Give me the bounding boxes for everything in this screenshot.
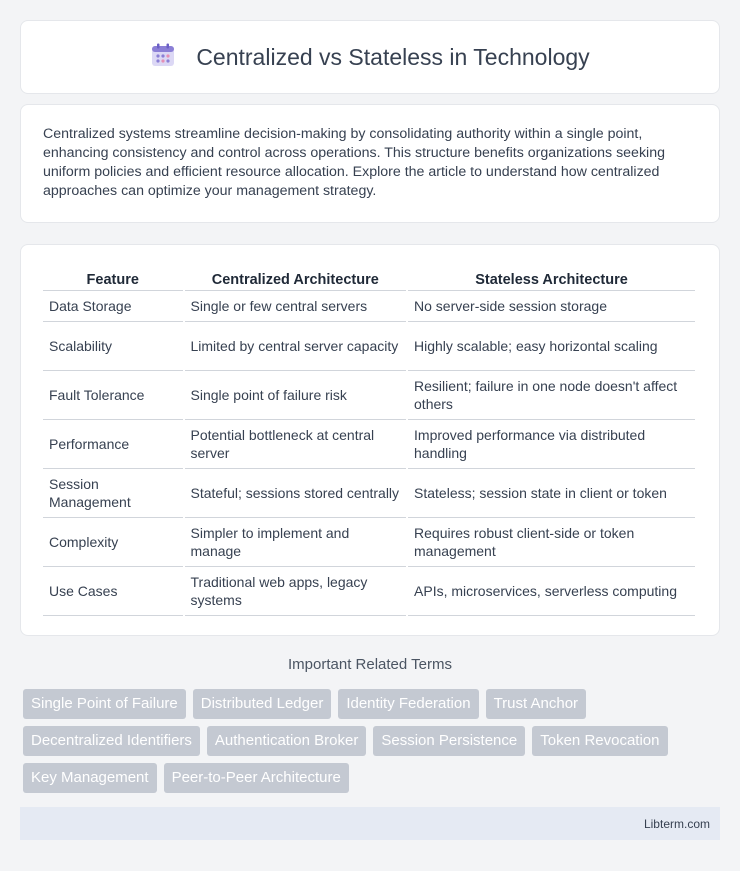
table-cell: Single or few central servers bbox=[185, 291, 407, 322]
table-cell: Data Storage bbox=[43, 291, 183, 322]
related-term-tag[interactable]: Peer-to-Peer Architecture bbox=[164, 763, 349, 793]
related-term-tag[interactable]: Key Management bbox=[23, 763, 157, 793]
table-row bbox=[43, 420, 695, 469]
table-cell: Stateful; sessions stored centrally bbox=[185, 469, 407, 518]
related-term-tag[interactable]: Authentication Broker bbox=[207, 726, 366, 756]
related-term-tag[interactable]: Single Point of Failure bbox=[23, 689, 186, 719]
table-cell: Use Cases bbox=[43, 567, 183, 616]
table-cell: Session Management bbox=[43, 469, 183, 518]
intro-text: Centralized systems streamline decision-making by consolidating authority within a single point, enhancing consistency and control across operations. This structure benefits organizations seeking uniform policies and efficient resource allocation. Explore the article to understand how centralized approaches can optimize your management strategy. bbox=[43, 126, 665, 199]
table-row bbox=[43, 291, 695, 322]
calendar-icon bbox=[150, 42, 176, 73]
table-row bbox=[43, 567, 695, 616]
intro-card bbox=[20, 104, 720, 223]
table-cell: Fault Tolerance bbox=[43, 371, 183, 420]
table-cell: Highly scalable; easy horizontal scaling bbox=[408, 322, 695, 371]
related-term-tag[interactable]: Identity Federation bbox=[338, 689, 478, 719]
header-card bbox=[20, 20, 720, 94]
header-stateless: Stateless Architecture bbox=[408, 265, 695, 291]
related-terms-title: Important Related Terms bbox=[288, 656, 452, 673]
table-row bbox=[43, 322, 695, 371]
table-row bbox=[43, 469, 695, 518]
table-header-row bbox=[43, 265, 695, 291]
table-cell: Limited by central server capacity bbox=[185, 322, 407, 371]
table-cell: Stateless; session state in client or token bbox=[408, 469, 695, 518]
comparison-table bbox=[41, 265, 697, 616]
related-term-tag[interactable]: Token Revocation bbox=[532, 726, 667, 756]
table-cell: APIs, microservices, serverless computing bbox=[408, 567, 695, 616]
table-cell: Improved performance via distributed handling bbox=[408, 420, 695, 469]
table-cell: Single point of failure risk bbox=[185, 371, 407, 420]
table-row bbox=[43, 518, 695, 567]
related-term-tag[interactable]: Decentralized Identifiers bbox=[23, 726, 200, 756]
related-terms-list bbox=[23, 689, 723, 793]
table-cell: Traditional web apps, legacy systems bbox=[185, 567, 407, 616]
table-cell: Simpler to implement and manage bbox=[185, 518, 407, 567]
table-cell: Potential bottleneck at central server bbox=[185, 420, 407, 469]
related-term-tag[interactable]: Session Persistence bbox=[373, 726, 525, 756]
header-centralized: Centralized Architecture bbox=[185, 265, 407, 291]
footer-site-link[interactable]: Libterm.com bbox=[643, 816, 710, 831]
table-cell: Requires robust client-side or token management bbox=[408, 518, 695, 567]
table-cell: Resilient; failure in one node doesn't affect others bbox=[408, 371, 695, 420]
related-term-tag[interactable]: Trust Anchor bbox=[486, 689, 586, 719]
footer bbox=[20, 807, 720, 840]
table-cell: Performance bbox=[43, 420, 183, 469]
page-title: Centralized vs Stateless in Technology bbox=[196, 43, 590, 70]
table-cell: Complexity bbox=[43, 518, 183, 567]
table-cell: No server-side session storage bbox=[408, 291, 695, 322]
table-row bbox=[43, 371, 695, 420]
related-term-tag[interactable]: Distributed Ledger bbox=[193, 689, 332, 719]
comparison-card bbox=[20, 244, 720, 636]
table-cell: Scalability bbox=[43, 322, 183, 371]
header-feature: Feature bbox=[43, 265, 183, 291]
